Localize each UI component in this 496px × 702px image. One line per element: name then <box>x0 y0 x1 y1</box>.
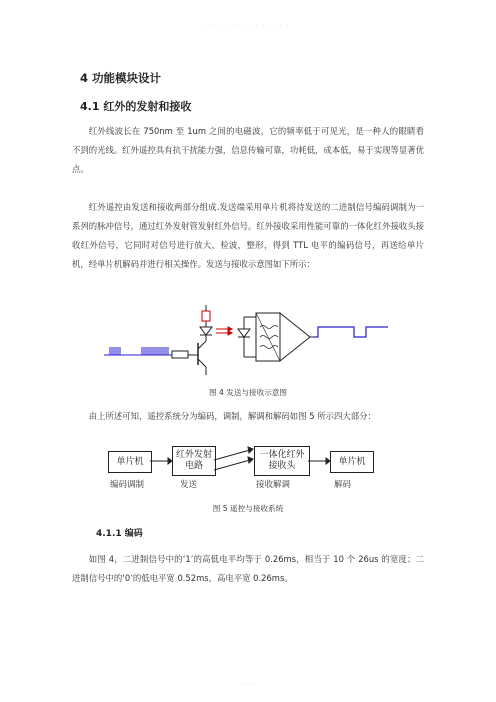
base-resistor <box>172 351 188 358</box>
label-receive-demodulate: 接收解调 <box>256 480 291 490</box>
block-ir-receiver-head: 一体化红外接收头 <box>254 446 310 476</box>
output-waveform <box>314 327 388 337</box>
subsubsection-heading: 4.1.1 编码 <box>96 529 143 539</box>
figure4-caption: 图 4 发送与接收示意图 <box>208 388 287 397</box>
block-ir-transmitter: 红外发射电路 <box>172 446 216 476</box>
page-header-mark: - - - - - - - - - - - - - - <box>206 22 290 29</box>
receiver-photodiode <box>238 329 250 337</box>
amplifier <box>280 313 310 361</box>
paragraph-ir-intro: 红外线波长在 750nm 至 1um 之间的电磁波，它的频率低于可见光，是一种人的眼睛看不到的光线。红外遥控具有抗干扰能力强，信息传输可靠，功耗低，成本低，易于实现等显著优点。 <box>72 126 424 174</box>
section-heading: 4 功能模块设计 <box>80 71 162 85</box>
ir-rays <box>216 327 232 335</box>
led-resistor <box>202 311 210 321</box>
label-encode-modulate: 编码调制 <box>110 480 145 490</box>
block-arrows <box>0 440 496 480</box>
send-receive-diagram <box>100 305 390 377</box>
block-mcu-receiver: 单片机 <box>330 451 374 473</box>
block-mcu-sender: 单片机 <box>108 451 152 473</box>
paragraph-ir-system: 红外遥控由发送和接收两部分组成.发送端采用单片机将待发送的二进制信号编码调制为一系列的脉冲信号，通过红外发射管发射红外信号。红外接收采用性能可靠的一体化红外接收头接收红外信号，它同时对信号进行放大，检波，整形，得到 TTL 电平的编码信号，再送给单片机，经单片机解码并进行相关操作。发送与接收示意图如下所示： <box>72 202 424 269</box>
page-footer-mark: - - - <box>242 680 254 687</box>
label-decode: 解码 <box>334 480 352 490</box>
figure5-caption: 图 5 遥控与接收系统 <box>212 504 284 513</box>
ir-led <box>200 327 212 335</box>
subsection-heading: 4.1 红外的发射和接收 <box>80 100 192 113</box>
paragraph-system-parts: 由上所述可知，遥控系统分为编码，调制，解调和解码如图 5 所示四大部分： <box>88 411 376 421</box>
paragraph-encoding: 如图 4，二进制信号中的‘1’的高低电平均等于 0.26ms，相当于 10 个 26us 的宽度；二进制信号中的‘0’的低电平宽 0.52ms，高电平宽 0.26ms。 <box>72 554 424 583</box>
label-transmit: 发送 <box>180 480 198 490</box>
